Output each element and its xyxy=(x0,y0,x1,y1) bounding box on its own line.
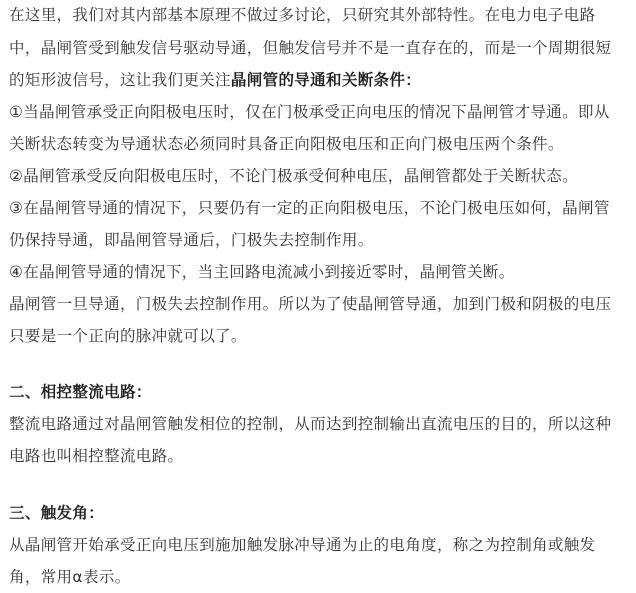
section-2-heading: 二、相控整流电路： xyxy=(9,383,152,401)
intro-line-3-text: 的矩形波信号，这让我们更关注 xyxy=(9,71,231,89)
intro-line-3 xyxy=(9,70,421,90)
condition-1-line-1: ①当晶闸管承受正向阳极电压时，仅在门极承受正向电压的情况下晶闸管才导通。即从 xyxy=(9,103,610,121)
section-3-line-2: 角，常用α表示。 xyxy=(9,568,131,586)
section-2-line-2: 电路也叫相控整流电路。 xyxy=(9,447,184,465)
conditions-emphasis: 晶闸管的导通和关断条件： xyxy=(230,71,422,89)
condition-3-line-1: ③在晶闸管导通的情况下，只要仍有一定的正向阳极电压，不论门极电压如何，晶闸管 xyxy=(9,199,610,217)
condition-2-line-1: ②晶闸管承受反向阳极电压时，不论门极承受何种电压，晶闸管都处于关断状态。 xyxy=(9,167,578,185)
summary-line-1: 晶闸管一旦导通，门极失去控制作用。所以为了使晶闸管导通，加到门极和阴极的电压 xyxy=(9,295,612,313)
section-2-line-1: 整流电路通过对晶闸管触发相位的控制，从而达到控制输出直流电压的目的，所以这种 xyxy=(9,415,612,433)
condition-1-line-2: 关断状态转变为导通状态必须同时具备正向阳极电压和正向门极电压两个条件。 xyxy=(9,135,564,153)
section-3-line-1: 从晶闸管开始承受正向电压到施加触发脉冲导通为止的电角度，称之为控制角或触发 xyxy=(9,536,596,554)
summary-line-2: 只要是一个正向的脉冲就可以了。 xyxy=(9,327,247,345)
intro-line-1: 在这里，我们对其内部基本原理不做过多讨论，只研究其外部特性。在电力电子电路 xyxy=(9,6,596,24)
section-3-heading: 三、触发角： xyxy=(9,504,105,522)
intro-line-2: 中，晶闸管受到触发信号驱动导通，但触发信号并不是一直存在的，而是一个周期很短 xyxy=(9,39,612,57)
condition-4-line-1: ④在晶闸管导通的情况下，当主回路电流减小到接近零时，晶闸管关断。 xyxy=(9,263,515,281)
condition-3-line-2: 仍保持导通，即晶闸管导通后，门极失去控制作用。 xyxy=(9,231,374,249)
